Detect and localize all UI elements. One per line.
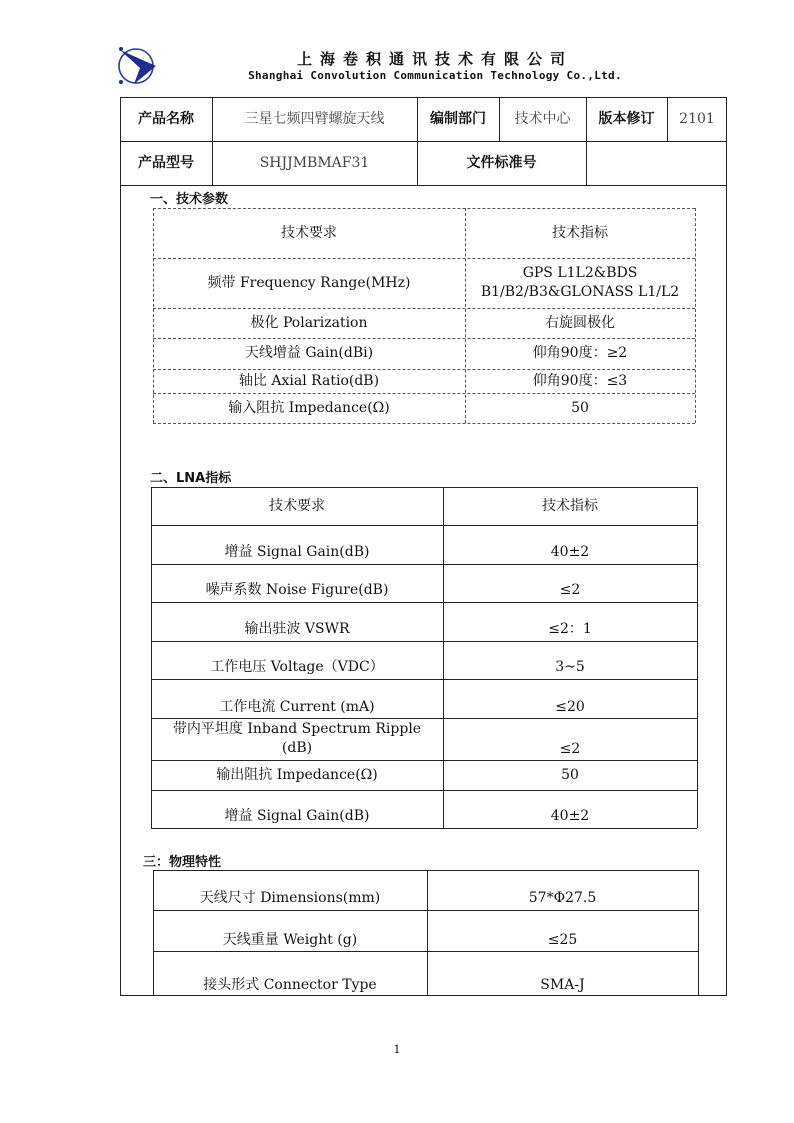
s2-col1-header: 技术要求 — [269, 497, 325, 514]
s2-row-spec: ≤2：1 — [548, 621, 592, 637]
s2-row-spec: ≤2 — [559, 582, 581, 598]
s3-row-spec: ≤25 — [547, 932, 578, 948]
model-label: 产品型号 — [138, 154, 194, 171]
product-name-label: 产品名称 — [138, 110, 194, 127]
product-name-value: 三星七频四臂螺旋天线 — [244, 110, 385, 127]
s1-col2-header: 技术指标 — [552, 224, 608, 241]
s2-row-req: 工作电流 Current (mA) — [219, 699, 375, 715]
s2-row-req-line2: (dB) — [281, 740, 313, 756]
s1-row-req: 极化 Polarization — [250, 314, 368, 331]
s2-row-req: 增益 Signal Gain(dB) — [224, 808, 370, 824]
s2-row-req: 噪声系数 Noise Figure(dB) — [205, 582, 389, 598]
company-name-cn: 上海卷积通讯技术有限公司 — [296, 50, 573, 68]
s1-row-spec: 50 — [571, 399, 589, 416]
s1-row-spec — [465, 258, 695, 308]
s1-row-spec-line1: GPS L1L2&BDS — [522, 265, 638, 281]
s2-col2-header: 技术指标 — [542, 497, 598, 514]
s1-row-spec: 仰角90度：≥2 — [532, 345, 628, 361]
s2-row-req: 增益 Signal Gain(dB) — [224, 544, 370, 560]
s2-row-req-line1: 带内平坦度 Inband Spectrum Ripple — [172, 721, 422, 737]
company-logo — [116, 44, 160, 88]
header-bottom — [120, 185, 727, 186]
s3-row-spec: 57*Φ27.5 — [528, 890, 597, 906]
version-label: 版本修订 — [598, 110, 655, 127]
s2-row-spec: ≤2 — [559, 741, 581, 757]
model-value: SHJJMBMAF31 — [259, 154, 370, 171]
version-value: 2101 — [679, 110, 715, 127]
s3-row-req: 天线重量 Weight (g) — [222, 932, 358, 948]
s2-row-req — [151, 718, 443, 760]
s1-row-spec: 仰角90度：≤3 — [532, 372, 628, 389]
s2-row-req: 输出驻波 VSWR — [244, 621, 350, 637]
section3-title: 三：物理特性 — [143, 855, 222, 870]
s2-row-req: 输出阻抗 Impedance(Ω) — [216, 766, 378, 783]
s1-row-req: 轴比 Axial Ratio(dB) — [238, 372, 380, 389]
s1-row-spec: 右旋圆极化 — [545, 314, 615, 331]
s2-row-spec: 3~5 — [555, 659, 585, 675]
page-number: 1 — [393, 1043, 401, 1056]
dept-label: 编制部门 — [430, 110, 486, 127]
s1-row-req: 频带 Frequency Range(MHz) — [207, 274, 411, 291]
s3-row-spec: SMA-J — [540, 977, 585, 993]
s2-row-spec: 40±2 — [550, 544, 590, 560]
s2-row-spec: 50 — [561, 766, 579, 783]
s1-row-req: 输入阻抗 Impedance(Ω) — [228, 399, 390, 416]
dept-value: 技术中心 — [514, 110, 571, 127]
doc-std-value — [586, 141, 727, 185]
section2-title: 二、LNA指标 — [150, 471, 232, 486]
section1-title: 一、技术参数 — [150, 192, 229, 207]
s2-row-req: 工作电压 Voltage（VDC） — [210, 659, 384, 675]
s1-row-spec-line2: B1/B2/B3&GLONASS L1/L2 — [480, 284, 680, 300]
company-name-en: Shanghai Convolution Communication Technology Co.,Ltd. — [248, 69, 622, 82]
s2-row-spec: ≤20 — [555, 699, 585, 715]
s1-row-req: 天线增益 Gain(dBi) — [244, 345, 374, 361]
s3-row-req: 接头形式 Connector Type — [203, 977, 377, 993]
doc-std-label: 文件标准号 — [466, 154, 537, 171]
s1-col1-header: 技术要求 — [281, 224, 337, 241]
s3-row-req: 天线尺寸 Dimensions(mm) — [199, 890, 381, 906]
s2-row-spec: 40±2 — [550, 808, 590, 824]
